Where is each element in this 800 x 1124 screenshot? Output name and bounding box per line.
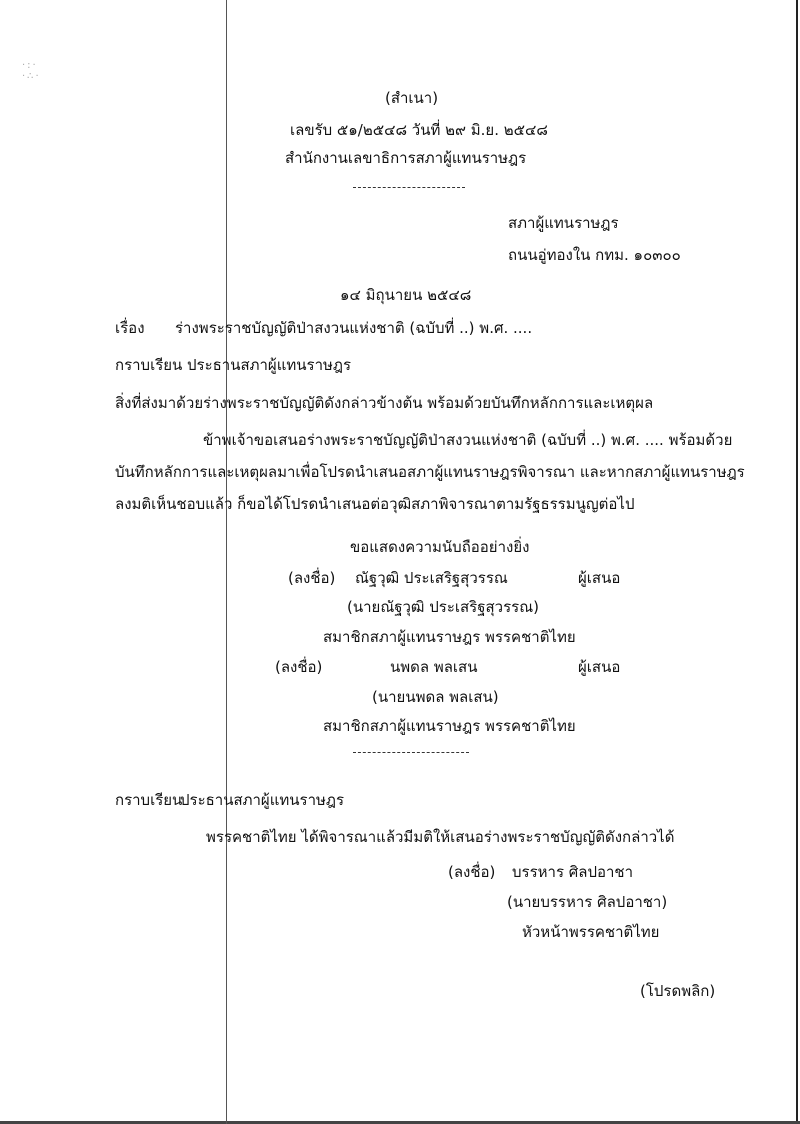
signers-divider	[353, 752, 469, 753]
salutation-text: ประธานสภาผู้แทนราษฎร	[187, 356, 352, 374]
body-line-1: ข้าพเจ้าขอเสนอร่างพระราชบัญญัติป่าสงวนแห่งชาติ (ฉบับที่ ..) พ.ศ. .... พร้อมด้วย	[203, 431, 733, 449]
address-line-1: สภาผู้แทนราษฎร	[508, 214, 619, 232]
subject-text: ร่างพระราชบัญญัติป่าสงวนแห่งชาติ (ฉบับที่ ..) พ.ศ. ....	[175, 319, 533, 337]
receipt-line: เลขรับ ๕๑/๒๕๔๘ วันที่ ๒๙ มิ.ย. ๒๕๔๘	[290, 121, 548, 139]
endorsement-full-name: (นายบรรหาร ศิลปอาชา)	[507, 893, 668, 911]
letter-date: ๑๔ มิถุนายน ๒๕๔๘	[340, 286, 472, 304]
subject-label: เรื่อง	[115, 319, 145, 337]
signer-1-position: สมาชิกสภาผู้แทนราษฎร พรรคชาติไทย	[323, 628, 576, 646]
signer-2-signature: นพดล พลเสน	[390, 658, 478, 676]
signer-2-full-name: (นายนพดล พลเสน)	[372, 688, 499, 706]
signer-1-role: ผู้เสนอ	[578, 569, 621, 587]
endorsement-sign-label: (ลงชื่อ)	[448, 863, 496, 881]
scan-fold-line	[226, 0, 227, 1124]
signer-1-signature: ณัฐวุฒิ ประเสริฐสุวรรณ	[355, 569, 508, 587]
address-line-2: ถนนอู่ทองใน กทม. ๑๐๓๐๐	[508, 246, 681, 264]
enclosure-text: ร่างพระราชบัญญัติดังกล่าวข้างต้น พร้อมด้วยบันทึกหลักการและเหตุผล	[203, 394, 654, 412]
enclosure-label: สิ่งที่ส่งมาด้วย	[115, 394, 204, 412]
body-line-2: บันทึกหลักการและเหตุผลมาเพื่อโปรดนำเสนอสภาผู้แทนราษฎรพิจารณา และหากสภาผู้แทนราษฎร	[115, 463, 745, 481]
signer-2-position: สมาชิกสภาผู้แทนราษฎร พรรคชาติไทย	[323, 717, 576, 735]
endorsement-position: หัวหน้าพรรคชาติไทย	[522, 923, 660, 941]
header-divider	[353, 187, 465, 188]
salutation-label: กราบเรียน	[115, 356, 183, 374]
closing-phrase: ขอแสดงความนับถืออย่างยิ่ง	[350, 538, 530, 556]
office-name: สำนักงานเลขาธิการสภาผู้แทนราษฎร	[285, 149, 527, 167]
signer-2-role: ผู้เสนอ	[578, 658, 621, 676]
turn-over-note: (โปรดพลิก)	[640, 982, 716, 1000]
endorsement-salutation-label: กราบเรียน	[115, 791, 183, 809]
scan-smudge: ·:· ·∴·	[22, 60, 41, 82]
signer-1-full-name: (นายณัฐวุฒิ ประเสริฐสุวรรณ)	[347, 598, 539, 616]
endorsement-signature: บรรหาร ศิลปอาชา	[512, 863, 634, 881]
page-edge-right	[796, 0, 798, 1124]
signer-1-sign-label: (ลงชื่อ)	[288, 569, 336, 587]
endorsement-salutation-text: ประธานสภาผู้แทนราษฎร	[180, 791, 345, 809]
signer-2-sign-label: (ลงชื่อ)	[275, 658, 323, 676]
copy-label: (สำเนา)	[385, 89, 439, 107]
body-line-3: ลงมติเห็นชอบแล้ว ก็ขอได้โปรดนำเสนอต่อวุฒิสภาพิจารณาตามรัฐธรรมนูญต่อไป	[115, 495, 635, 513]
endorsement-text: พรรคชาติไทย ได้พิจารณาแล้วมีมติให้เสนอร่างพระราชบัญญัติดังกล่าวได้	[206, 828, 675, 846]
